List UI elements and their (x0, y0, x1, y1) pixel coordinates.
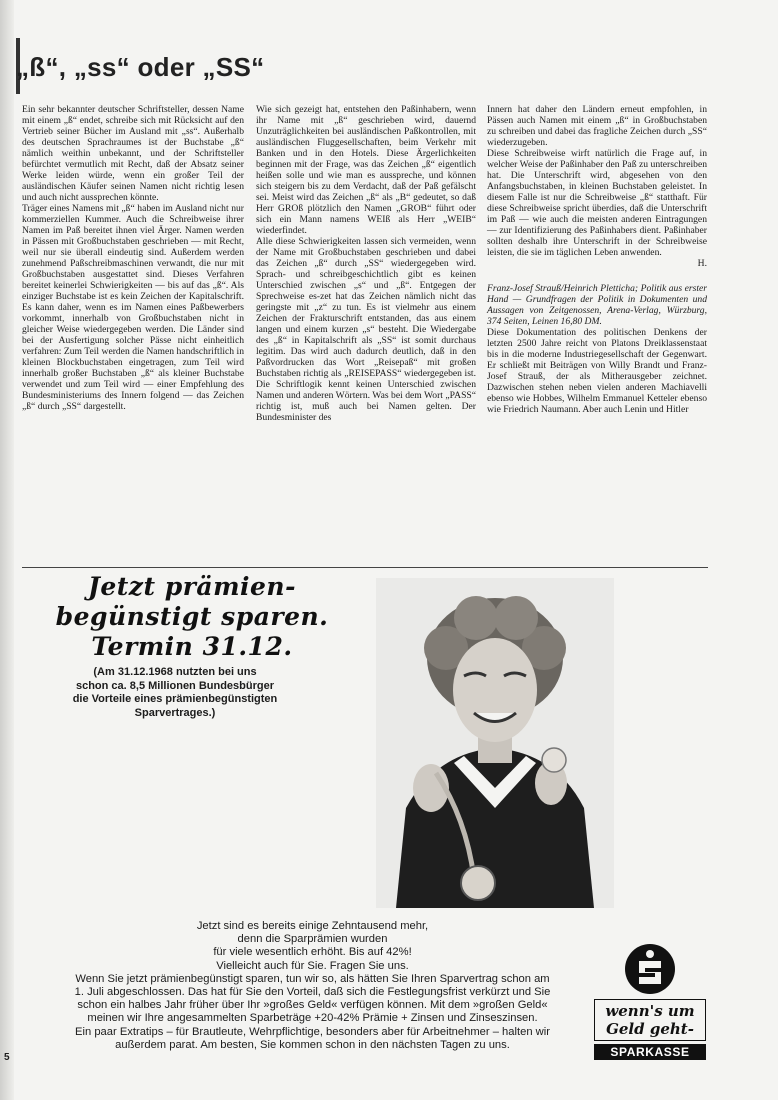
ad-sub-line: (Am 31.12.1968 nutzten bei uns (93, 666, 257, 678)
paragraph: Innern hat daher den Ländern erneut empfohlen, in Pässen auch Namen mit einem „ß“ in Großbuchstaben zu schreiben und dabei das fragliche Zeichen durch „SS“ wiederzugeben. (487, 104, 707, 148)
ad-body-line: Vielleicht auch für Sie. Fragen Sie uns. (216, 959, 409, 972)
page-number: 5 (4, 1052, 10, 1063)
section-divider (22, 567, 708, 568)
sparkasse-logo (594, 944, 706, 1062)
sparkasse-name: SPARKASSE (594, 1044, 706, 1060)
ad-headline-line: Jetzt prämien- (88, 572, 296, 601)
article-column-3 (487, 104, 707, 415)
ad-body-line: Ein paar Extratips – für Brautleute, Wehrpflichtige, besonders aber für Arbeitnehmer – halten wir (75, 1025, 550, 1038)
ad-body-line: 1. Juli abgeschlossen. Das hat für Sie den Vorteil, daß sich die Festlegungsfrist verkürzt und Sie (74, 986, 551, 999)
article-column-2 (256, 104, 476, 423)
ad-sub-line: schon ca. 8,5 Millionen Bundesbürger (75, 679, 275, 692)
ad-photo-woman (376, 578, 614, 908)
ad-subheading (40, 666, 310, 720)
author-initial: H. (697, 258, 707, 269)
paragraph: Alle diese Schwierigkeiten lassen sich vermeiden, wenn der Name mit Großbuchstaben geschrieben und dabei das Zeichen „ß“ durch „SS“ wiedergegeben wird. Sprach- und schreibgeschichtlich gibt es keinen Unterschied zwischen „s“ und „ß“. Entgegen der Sprechweise es-zet hat das Zeichen nämlich nicht das geringste mit „z“ zu tun. Es ist vielmehr aus einem Zeichen der Frakturschrift entstanden, das aus einem langen und einem kurzen „s“ besteht. Die Wiedergabe des „ß“ in Kapitalschrift als „SS“ ist somit durchaus legitim. Das wird auch dadurch deutlich, daß in den Paßvordrucken das Wort „Reisepaß“ mit großen Buchstaben richtig als „REISEPASS“ wiedergegeben ist. Die Schriftlogik kennt keinen Unterschied zwischen Namen und anderen Wörtern. Was bei dem Wort „PASS“ richtig ist, muß auch bei Namen gelten. Der Bundesminister des (256, 236, 476, 423)
slogan-line: Geld geht- (606, 1020, 694, 1038)
paragraph: Träger eines Namens mit „ß“ haben im Ausland nicht nur kommerziellen Kummer. Auch die Schreibweise ihrer Namen im Paß bereitet ihnen viel Ärger. Namen werden in Pässen mit Großbuchstaben geschrieben — mit Recht, weil nur sie überall eindeutig sind. Außerdem werden zunehmend Paßschreibmaschinen verwandt, die nur mit Großbuchstaben ausgestattet sind. Dieses Verfahren bereitet keinerlei Schwierigkeiten — bis auf das „ß“. Als einziger Buchstabe ist es kein Zeichen der Kapitalschrift. Es kann daher, wenn es im Namen eines Paßbewerbers vorkommt, innerhalb von Großbuchstaben nicht in gleicher Weise wiedergegeben werden. Die Länder sind bei der Ausfertigung solcher Pässe nicht einheitlich verfahren: Zum Teil werden die Namen handschriftlich in kleinen Blockbuchstaben eingetragen, zum Teil wird innerhalb großer Buchstaben „ß“ als kleiner Buchstabe verwendet und zum Teil wird — einer Empfehlung des Bundesministeriums des Innern folgend — das Zeichen „ß“ durch „SS“ dargestellt. (22, 203, 244, 412)
ad-sub-line: Sparvertrages.) (134, 706, 216, 719)
page-gutter (0, 0, 14, 1100)
ad-body-line: für viele wesentlich erhöht. Bis auf 42%! (213, 946, 412, 959)
ad-body-line: außerdem parat. Am besten, Sie kommen schon in den nächsten Tagen zu uns. (115, 1038, 510, 1051)
ad-headline-line: Termin 31.12. (91, 632, 293, 661)
paragraph: Wie sich gezeigt hat, entstehen den Paßinhabern, wenn ihr Name mit „ß“ geschrieben wird, dauernd Unzuträglichkeiten bei ausländischen Paßkontrollen, mit ausländischen Fluggesellschaften, beim Verkehr mit Banken und in den Hotels. Diese Ärgerlichkeiten beginnen mit der Frage, was das Zeichen „ß“ eigentlich heißen solle und wie man es ausspreche, und können sich steigern bis zu dem Verdacht, daß der Paß gefälscht sei. Meist wird das Zeichen „ß“ als „B“ gedeutet, so daß Herr GROß plötzlich den Namen „GROB“ führt oder sich ein Mann namens WEIß als Herr „WEIB“ wiederfindet. (256, 104, 476, 236)
ad-body-line: schon ein halbes Jahr früher über Ihr »großes Geld« verfügen können. Mit dem »großen Geld« (77, 999, 548, 1012)
woman-illustration (376, 578, 614, 908)
book-review-title: Franz-Josef Strauß/Heinrich Pletticha; Politik aus erster Hand — Grundfragen der Politik in Dokumenten und Aussagen von Zeitgenossen, Arena-Verlag, Würzburg, 374 Seiten, Leinen 16,80 DM. (487, 283, 707, 327)
article-heading: „ß“, „ss“ oder „SS“ (16, 52, 265, 82)
book-review-text: Diese Dokumentation des politischen Denkens der letzten 2500 Jahre reicht von Platons Dreiklassenstaat bis in die moderne Industriegesellschaft der Gegenwart. Er schließt mit Beiträgen von Willy Brandt und Franz-Josef Strauß, der als Mitherausgeber zeichnet. Dazwischen stehen neben vielen anderen Machiavelli ebenso wie Hobbes, Wilhelm Emmanuel Ketteler ebenso wie Friedrich Naumann. Aber auch Lenin und Hitler (487, 327, 707, 415)
sparkasse-slogan (594, 999, 706, 1041)
ad-body-line: Wenn Sie jetzt prämienbegünstigt sparen, tun wir so, als hätten Sie Ihren Sparvertrag schon am (75, 972, 550, 985)
ad-body-line: denn die Sparprämien wurden (237, 933, 388, 946)
ad-body-line: Jetzt sind es bereits einige Zehntausend mehr, (196, 920, 429, 932)
sparkasse-s-icon (625, 944, 675, 994)
ad-body-text (20, 920, 605, 1052)
article-column-1 (22, 104, 244, 412)
ad-sub-line: die Vorteile eines prämienbegünstigten (72, 693, 278, 705)
ad-headline (32, 572, 352, 662)
ad-body-line: meinen wir Ihre angesammelten Sparbeträge +20-42% Prämie + Zinsen und Zinseszinsen. (87, 1012, 538, 1025)
paragraph: Diese Schreibweise wirft natürlich die Frage auf, in welcher Weise der Paßinhaber den Paß zu unterschreiben hat. Die Unterschrift wird, abgesehen von den Anfangsbuchstaben, in kleinen Buchstaben geleistet. In diesem Falle ist nur die Schreibweise „ß“ statthaft. Für diese Schreibweise spricht überdies, daß die Unterschrift im Paß — wie auch die meisten anderen Eintragungen — zur Identifizierung des Paßinhabers dient. Paßinhaber sollten deshalb ihre Unterschrift in der Schreibweise leisten, die sie im täglichen Leben anwenden. (487, 148, 707, 258)
paragraph: Ein sehr bekannter deutscher Schriftsteller, dessen Name mit einem „ß“ endet, schreibe sich mit Rücksicht auf den Vertrieb seiner Bücher im Ausland mit „ss“. Außerhalb des deutschen Sprachraumes ist der Buchstabe „ß“ nämlich weithin unbekannt, und der Schriftsteller befürchtet vermutlich mit Recht, daß der Absatz seiner Werke leiden würde, wenn ein großer Teil der ausländischen Käufer seinen Namen nicht richtig lesen und auch nicht aussprechen könnte. (22, 104, 244, 203)
ad-headline-line: begünstigt sparen. (55, 602, 329, 631)
slogan-line: wenn's um (605, 1002, 695, 1020)
